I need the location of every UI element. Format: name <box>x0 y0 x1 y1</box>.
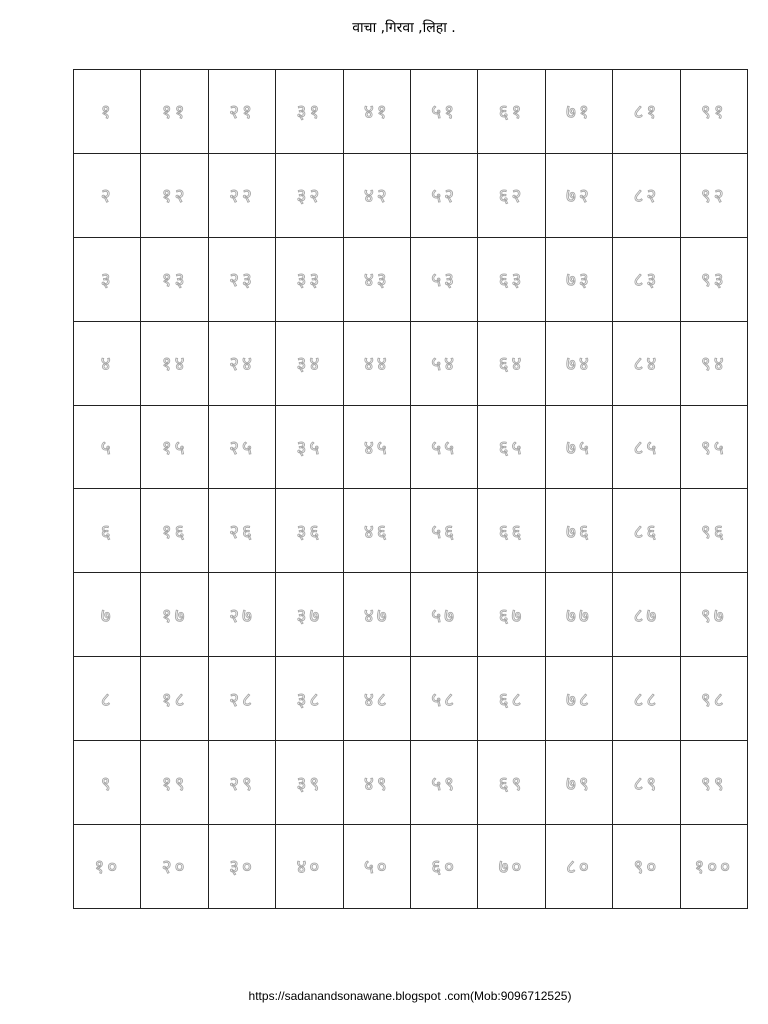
tracing-number: ४ <box>100 353 114 376</box>
tracing-number: ७४ <box>566 353 592 376</box>
tracing-number: १०० <box>694 856 734 879</box>
tracing-number: ३९ <box>296 772 323 795</box>
tracing-number: २४ <box>229 353 255 376</box>
grid-cell <box>545 825 612 909</box>
tracing-number: ९५ <box>700 437 727 459</box>
grid-cell <box>141 741 208 825</box>
grid-cell <box>545 489 612 573</box>
tracing-number: ५९ <box>431 772 458 795</box>
grid-cell <box>613 825 680 909</box>
tracing-number: ४८ <box>363 688 390 711</box>
grid-cell <box>208 153 275 237</box>
grid-cell <box>276 573 343 657</box>
grid-cell <box>478 825 545 909</box>
tracing-number: १४ <box>161 353 188 376</box>
tracing-number: ६० <box>431 856 458 879</box>
tracing-number: १९ <box>161 772 188 795</box>
tracing-number: ९३ <box>700 269 727 292</box>
tracing-number: ३२ <box>296 185 323 208</box>
grid-cell <box>141 657 208 741</box>
tracing-number: २५ <box>229 437 255 459</box>
grid-cell <box>410 573 477 657</box>
tracing-number: १७ <box>161 604 188 627</box>
tracing-number: ४६ <box>363 520 390 543</box>
grid-row <box>74 70 748 154</box>
tracing-number: ८७ <box>633 604 660 627</box>
grid-cell <box>545 70 612 154</box>
tracing-number: ४१ <box>363 101 390 124</box>
grid-cell <box>410 321 477 405</box>
tracing-number: ८६ <box>633 520 660 543</box>
tracing-number: ८८ <box>633 688 660 711</box>
grid-cell <box>343 321 410 405</box>
grid-row <box>74 657 748 741</box>
grid-cell <box>276 741 343 825</box>
grid-cell <box>276 825 343 909</box>
tracing-number: ९७ <box>700 604 727 627</box>
grid-cell <box>613 573 680 657</box>
tracing-number: ९४ <box>700 353 727 376</box>
tracing-number: ६२ <box>498 185 525 208</box>
grid-cell <box>680 825 747 909</box>
grid-cell <box>74 489 141 573</box>
tracing-number: ८९ <box>633 772 660 795</box>
tracing-number: १ <box>100 101 114 124</box>
tracing-number: ३० <box>229 856 255 879</box>
tracing-number: ५३ <box>431 269 458 292</box>
grid-cell <box>613 657 680 741</box>
grid-cell <box>410 153 477 237</box>
tracing-number: ५४ <box>431 353 458 376</box>
tracing-number: २९ <box>229 772 255 795</box>
tracing-number: ६८ <box>498 688 525 711</box>
grid-cell <box>680 657 747 741</box>
grid-cell <box>478 489 545 573</box>
grid-cell <box>74 573 141 657</box>
grid-cell <box>74 825 141 909</box>
grid-cell <box>208 489 275 573</box>
grid-cell <box>410 237 477 321</box>
grid-cell <box>478 237 545 321</box>
grid-row <box>74 573 748 657</box>
tracing-number: ६९ <box>498 772 525 795</box>
grid-cell <box>680 489 747 573</box>
tracing-number: २१ <box>229 101 255 124</box>
tracing-number: २७ <box>229 604 255 627</box>
tracing-number: ९६ <box>700 520 727 543</box>
grid-cell <box>343 741 410 825</box>
tracing-number: १५ <box>161 437 188 459</box>
page-title: वाचा ,गिरवा ,लिहा . <box>352 20 456 36</box>
tracing-number: ७५ <box>566 437 592 459</box>
tracing-number: ८० <box>566 856 592 879</box>
grid-cell <box>208 741 275 825</box>
grid-cell <box>276 153 343 237</box>
tracing-number: ८२ <box>633 185 660 208</box>
tracing-number: ३३ <box>296 269 323 292</box>
tracing-number: ५६ <box>431 520 458 543</box>
grid-cell <box>74 405 141 489</box>
grid-cell <box>343 657 410 741</box>
tracing-number: २० <box>161 856 188 879</box>
tracing-number: ६ <box>100 520 114 543</box>
tracing-number: १६ <box>161 520 188 543</box>
grid-row <box>74 237 748 321</box>
tracing-number: ६७ <box>498 604 525 627</box>
tracing-number: ४४ <box>363 353 390 376</box>
tracing-number: ५ <box>100 437 114 459</box>
grid-cell <box>410 405 477 489</box>
grid-row <box>74 489 748 573</box>
grid-cell <box>74 741 141 825</box>
tracing-number: ५५ <box>431 437 458 459</box>
grid-cell <box>141 405 208 489</box>
grid-cell <box>343 825 410 909</box>
tracing-number: ३८ <box>296 688 323 711</box>
grid-cell <box>141 153 208 237</box>
tracing-number: ७९ <box>566 772 592 795</box>
grid-cell <box>545 237 612 321</box>
tracing-number: ९८ <box>700 688 727 711</box>
tracing-number: ८ <box>100 688 114 711</box>
tracing-number: ७ <box>100 604 114 627</box>
tracing-number: ९९ <box>700 772 727 795</box>
number-tracing-grid <box>73 69 748 909</box>
grid-cell <box>478 70 545 154</box>
tracing-number: ५० <box>363 856 390 879</box>
grid-cell <box>410 825 477 909</box>
grid-cell <box>545 153 612 237</box>
grid-cell <box>343 153 410 237</box>
grid-cell <box>141 321 208 405</box>
grid-cell <box>680 70 747 154</box>
tracing-number: २ <box>100 185 114 208</box>
grid-cell <box>410 741 477 825</box>
tracing-number: २६ <box>229 520 255 543</box>
grid-cell <box>141 825 208 909</box>
tracing-number: ७२ <box>566 185 592 208</box>
tracing-number: ८३ <box>633 269 660 292</box>
tracing-number: ८४ <box>633 353 660 376</box>
tracing-number: ७० <box>498 856 525 879</box>
grid-cell <box>208 321 275 405</box>
tracing-number: ४० <box>296 856 323 879</box>
tracing-number: ३४ <box>296 353 323 376</box>
grid-cell <box>208 70 275 154</box>
tracing-number: ४२ <box>363 185 390 208</box>
grid-cell <box>613 741 680 825</box>
grid-row <box>74 825 748 909</box>
tracing-number: २२ <box>229 185 255 208</box>
tracing-number: ७८ <box>566 688 592 711</box>
grid-cell <box>74 70 141 154</box>
tracing-number: ३६ <box>296 520 323 543</box>
tracing-number: ९१ <box>700 101 727 124</box>
tracing-number: १० <box>94 856 121 879</box>
grid-cell <box>141 237 208 321</box>
tracing-number: ६१ <box>498 101 525 124</box>
tracing-number: ७७ <box>566 604 592 627</box>
tracing-number: ९० <box>633 856 660 879</box>
grid-cell <box>276 70 343 154</box>
grid-cell <box>613 489 680 573</box>
grid-cell <box>141 573 208 657</box>
tracing-number: ६५ <box>498 437 525 459</box>
tracing-number: ४९ <box>363 772 390 795</box>
tracing-number: ५२ <box>431 185 458 208</box>
grid-cell <box>74 237 141 321</box>
grid-cell <box>613 237 680 321</box>
grid-cell <box>74 153 141 237</box>
grid-cell <box>276 405 343 489</box>
tracing-number: २८ <box>229 688 255 711</box>
tracing-number: ६३ <box>498 269 525 292</box>
tracing-number: ४३ <box>363 269 390 292</box>
tracing-number: ३५ <box>296 437 323 459</box>
grid-cell <box>208 237 275 321</box>
grid-cell <box>545 741 612 825</box>
tracing-number: ८५ <box>633 437 660 459</box>
tracing-number: ७३ <box>566 269 592 292</box>
footer-url: https://sadanandsonawane.blogspot .com(Mob:9096712525) <box>248 989 572 1003</box>
grid-cell <box>545 321 612 405</box>
tracing-number: ७१ <box>566 101 592 124</box>
grid-cell <box>545 573 612 657</box>
grid-cell <box>343 237 410 321</box>
grid-cell <box>613 321 680 405</box>
grid-row <box>74 405 748 489</box>
grid-cell <box>680 237 747 321</box>
tracing-number: ९ <box>100 772 114 795</box>
tracing-number: ३ <box>100 269 114 292</box>
grid-cell <box>208 825 275 909</box>
grid-cell <box>276 657 343 741</box>
grid-cell <box>410 489 477 573</box>
grid-cell <box>343 405 410 489</box>
tracing-number: ३७ <box>296 604 323 627</box>
tracing-number: ५८ <box>431 688 458 711</box>
grid-cell <box>343 573 410 657</box>
grid-row <box>74 153 748 237</box>
tracing-number: ४५ <box>363 437 390 459</box>
grid-row <box>74 321 748 405</box>
grid-cell <box>613 153 680 237</box>
tracing-number: १३ <box>161 269 188 292</box>
grid-cell <box>208 573 275 657</box>
grid-cell <box>343 70 410 154</box>
tracing-number: ३१ <box>296 101 323 124</box>
grid-cell <box>545 405 612 489</box>
grid-cell <box>478 153 545 237</box>
grid-row <box>74 741 748 825</box>
tracing-number: ६६ <box>498 520 525 543</box>
grid-cell <box>276 321 343 405</box>
tracing-number: १२ <box>161 185 188 208</box>
grid-cell <box>613 70 680 154</box>
grid-cell <box>478 657 545 741</box>
grid-cell <box>410 657 477 741</box>
grid-cell <box>74 657 141 741</box>
grid-cell <box>680 573 747 657</box>
tracing-number: ९२ <box>700 185 727 208</box>
grid-cell <box>478 741 545 825</box>
tracing-number: १८ <box>161 688 188 711</box>
grid-cell <box>478 405 545 489</box>
tracing-number: ५७ <box>431 604 458 627</box>
grid-cell <box>343 489 410 573</box>
grid-cell <box>478 573 545 657</box>
grid-cell <box>478 321 545 405</box>
grid-cell <box>208 657 275 741</box>
grid-cell <box>680 153 747 237</box>
grid-cell <box>680 741 747 825</box>
grid-cell <box>141 489 208 573</box>
grid-cell <box>276 237 343 321</box>
grid-cell <box>545 657 612 741</box>
tracing-number: ८१ <box>633 101 660 124</box>
tracing-number: ११ <box>161 101 188 124</box>
tracing-number: ६४ <box>498 353 525 376</box>
grid-cell <box>680 321 747 405</box>
tracing-number: ५१ <box>431 101 458 124</box>
grid-cell <box>680 405 747 489</box>
grid-cell <box>410 70 477 154</box>
grid-cell <box>613 405 680 489</box>
grid-cell <box>208 405 275 489</box>
grid-cell <box>74 321 141 405</box>
tracing-number: २३ <box>229 269 255 292</box>
tracing-number: ७६ <box>566 520 592 543</box>
grid-cell <box>276 489 343 573</box>
tracing-number: ४७ <box>363 604 390 627</box>
grid-cell <box>141 70 208 154</box>
